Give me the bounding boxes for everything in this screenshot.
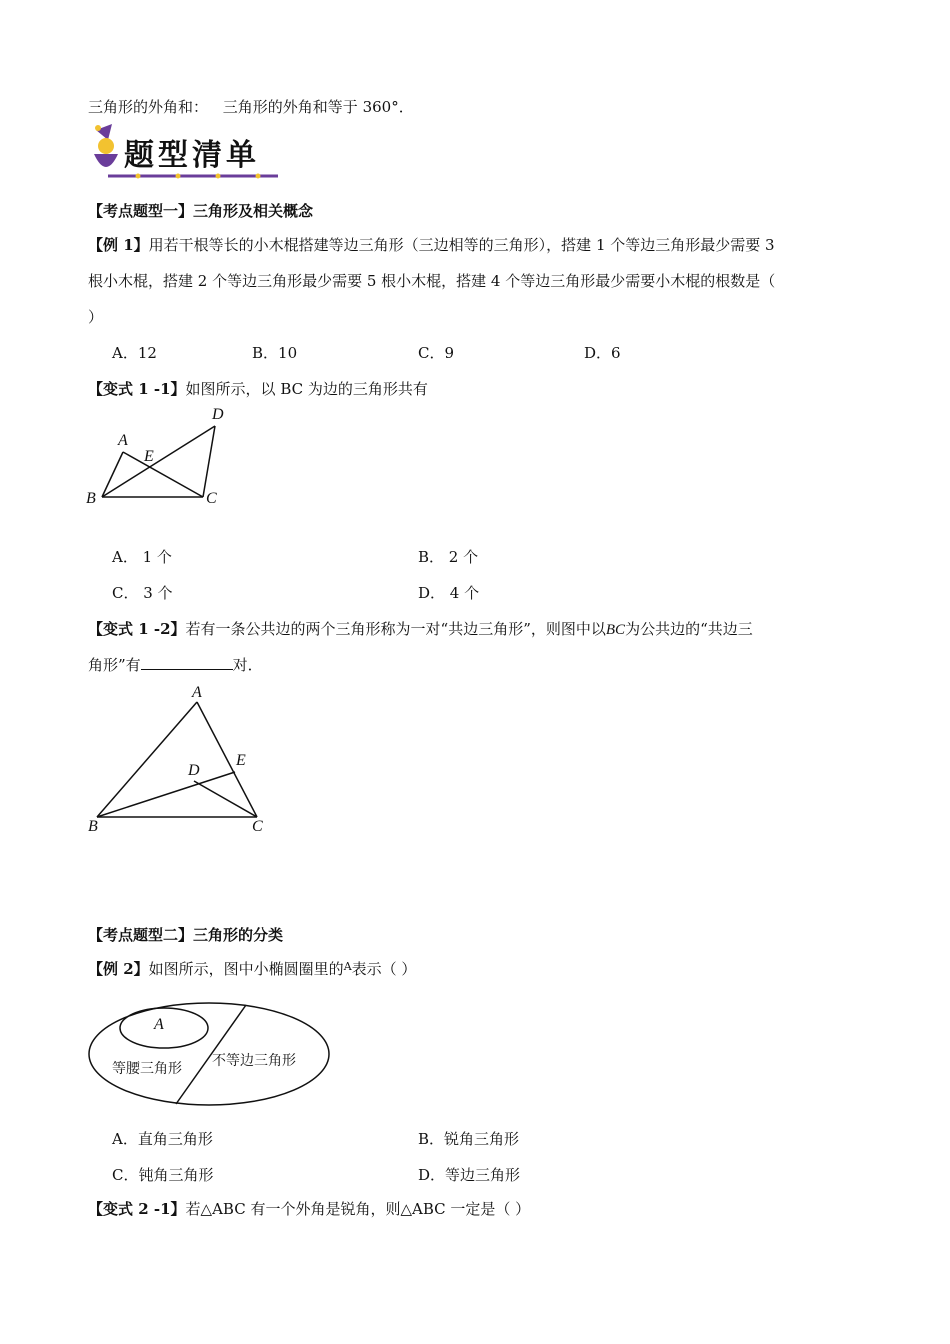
variant1-2-line2-a: 角形”有 bbox=[88, 656, 141, 674]
variant1-1-line bbox=[88, 378, 428, 399]
example2-text-b: 表示（ ） bbox=[351, 960, 417, 978]
variant1-1-text: 如图所示，以 BC 为边的三角形共有 bbox=[185, 380, 428, 398]
fig2-label-c: C bbox=[252, 818, 263, 835]
example1-text1: 用若干根等长的小木棍搭建等边三角形（三边相等的三角形），搭建 1 个等边三角形最少需要 3 bbox=[148, 236, 775, 254]
variant1-2-bc: BC bbox=[605, 622, 626, 638]
intro-text: 三角形的外角和等于 360°． bbox=[222, 98, 414, 116]
section1-heading: 【考点题型一】三角形及相关概念 bbox=[88, 202, 314, 220]
fig1-label-d: D bbox=[212, 406, 224, 423]
fig1-label-e: E bbox=[144, 448, 154, 465]
ellipse-label-scalene: 不等边三角形 bbox=[212, 1053, 296, 1069]
variant1-1-option-b: B． 2 个 bbox=[418, 548, 479, 566]
fig2-label-a: A bbox=[192, 684, 202, 701]
ellipse-label-a: A bbox=[154, 1016, 164, 1033]
fig1-label-a: A bbox=[118, 432, 128, 449]
answer-blank[interactable] bbox=[141, 655, 233, 670]
example1-label: 【例 1】 bbox=[88, 236, 149, 254]
variant1-2-line1 bbox=[88, 618, 753, 639]
example1-option-d: D．6 bbox=[584, 344, 621, 362]
example1-line1 bbox=[88, 234, 775, 255]
variant1-2-text-b: 为公共边的“共边三 bbox=[625, 620, 753, 638]
variant2-1-line bbox=[88, 1198, 530, 1219]
section2-heading: 【考点题型二】三角形的分类 bbox=[88, 926, 284, 944]
variant1-2-label: 【变式 1 -2】 bbox=[88, 620, 186, 638]
example2-option-b: B．锐角三角形 bbox=[418, 1130, 520, 1148]
variant2-1-label: 【变式 2 -1】 bbox=[88, 1200, 186, 1218]
intro-label: 三角形的外角和： bbox=[88, 98, 209, 116]
fig2-label-b: B bbox=[88, 818, 98, 835]
example2-option-a: A．直角三角形 bbox=[112, 1130, 213, 1148]
example2-option-d: D．等边三角形 bbox=[418, 1166, 521, 1184]
figure-ellipse bbox=[86, 998, 336, 1108]
example2-text-a: 如图所示，图中小椭圆圈里的 bbox=[148, 960, 344, 978]
variant1-1-label: 【变式 1 -1】 bbox=[88, 380, 186, 398]
fig2-label-e: E bbox=[236, 752, 246, 769]
fig1-label-b: B bbox=[86, 490, 96, 507]
variant1-1-option-d: D． 4 个 bbox=[418, 584, 480, 602]
variant1-2-text-a: 若有一条公共边的两个三角形称为一对“共边三角形”，则图中以 bbox=[185, 620, 606, 638]
example1-option-b: B．10 bbox=[252, 344, 298, 362]
figure-triangle-svg bbox=[82, 684, 282, 834]
example1-line3: ） bbox=[88, 308, 104, 326]
fig1-label-c: C bbox=[206, 490, 217, 507]
section-banner bbox=[88, 120, 288, 184]
example2-line bbox=[88, 958, 416, 979]
figure-ellipse-svg bbox=[86, 998, 336, 1108]
example2-option-c: C．钝角三角形 bbox=[112, 1166, 214, 1184]
figure-triangle bbox=[82, 684, 282, 834]
variant2-1-text: 若△ABC 有一个外角是锐角，则△ABC 一定是（ ） bbox=[185, 1200, 531, 1218]
example2-label: 【例 2】 bbox=[88, 960, 149, 978]
example1-option-c: C．9 bbox=[418, 344, 455, 362]
variant1-2-line2 bbox=[88, 654, 263, 675]
example2-symbol: A bbox=[343, 960, 352, 973]
ellipse-label-isosceles: 等腰三角形 bbox=[112, 1061, 182, 1077]
variant1-2-line2-b: 对． bbox=[232, 656, 263, 674]
figure-quadrilateral bbox=[82, 404, 242, 514]
example1-option-a: A．12 bbox=[112, 344, 157, 362]
variant1-1-option-c: C． 3 个 bbox=[112, 584, 173, 602]
intro-line bbox=[88, 96, 414, 117]
fig2-label-d: D bbox=[188, 762, 200, 779]
banner-title: 题型清单 bbox=[124, 138, 260, 173]
variant1-1-option-a: A． 1 个 bbox=[112, 548, 172, 566]
example1-line2: 根小木棍，搭建 2 个等边三角形最少需要 5 根小木棍，搭建 4 个等边三角形最少需要小木棍的根数是（ bbox=[88, 272, 776, 290]
